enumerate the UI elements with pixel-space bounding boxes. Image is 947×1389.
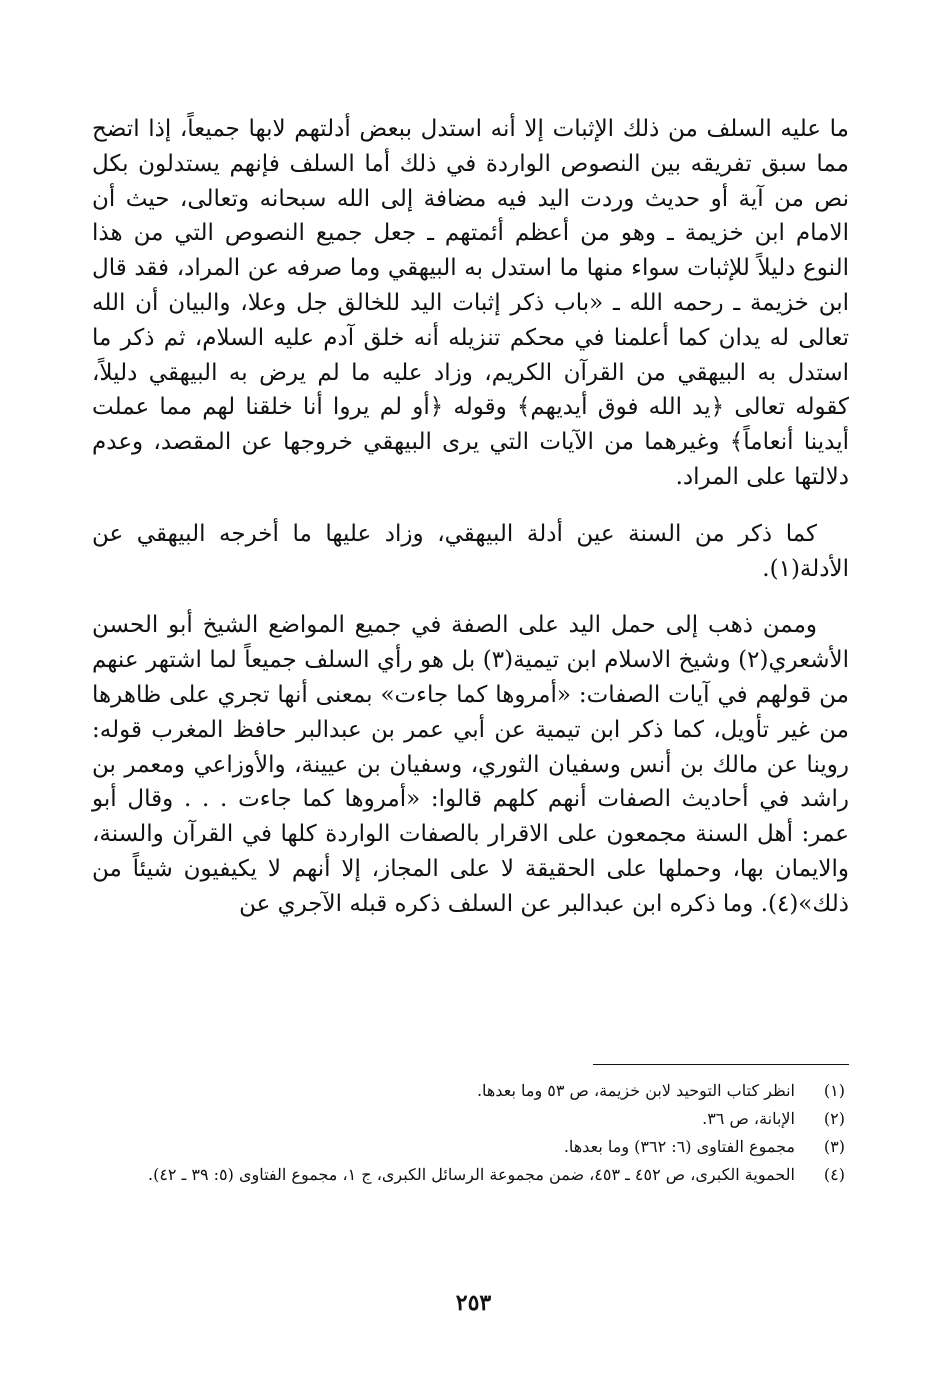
footnote-number: (١) xyxy=(823,1081,845,1100)
page-number: ٢٥٣ xyxy=(455,1290,492,1316)
paragraph-1: ما عليه السلف من ذلك الإثبات إلا أنه استدل ببعض أدلتهم لابها جميعاً، إذا اتضح مما سبق تفريقه بين النصوص الواردة في ذلك أما السلف فإنهم يستدلون بكل نص من آية أو حديث وردت اليد فيه مضافة إلى الله سبحانه وتعالى، حيث أن الامام ابن خزيمة ـ وهو من أعظم أئمتهم ـ جعل جميع النصوص التي من هذا النوع دليلاً للإثبات سواء منها ما استدل به البيهقي وما صرفه عن المراد، فقد قال ابن خزيمة ـ رحمه الله ـ «باب ذكر إثبات اليد للخالق جل وعلا، والبيان أن الله تعالى له يدان كما أعلمنا في محكم تنزيله أنه خلق آدم عليه السلام، ثم ذكر ما استدل به البيهقي من القرآن الكريم، وزاد عليه ما لم يرض به البيهقي دليلاً، كقوله تعالى ﴿يد الله فوق أيديهم﴾ وقوله ﴿أو لم يروا أنا خلقنا لهم مما عملت أيدينا أنعاماً﴾ وغيرهما من الآيات التي يرى البيهقي خروجها عن المقصد، وعدم دلالتها على المراد. xyxy=(92,116,849,490)
footnote-number: (٣) xyxy=(823,1137,845,1156)
footnote-3 xyxy=(92,1133,849,1161)
paragraph-3: وممن ذهب إلى حمل اليد على الصفة في جميع المواضع الشيخ أبو الحسن الأشعري(٢) وشيخ الاسلام ابن تيمية(٣) بل هو رأي السلف جميعاً لما اشتهر عنهم من قولهم في آيات الصفات: «أمروها كما جاءت» بمعنى أنها تجري على ظاهرها من غير تأويل، كما ذكر ابن تيمية عن أبي عمر بن عبدالبر حافظ المغرب قوله: روينا عن مالك بن أنس وسفيان الثوري، وسفيان بن عيينة، والأوزاعي ومعمر بن راشد في أحاديث الصفات أنهم كلهم قالوا: «أمروها كما جاءت . . . وقال أبو عمر: أهل السنة مجمعون على الاقرار بالصفات الواردة كلها في القرآن والسنة، والايمان بها، وحملها على الحقيقة لا على المجاز، إلا أنهم لا يكيفيون شيئاً من ذلك»(٤). وما ذكره ابن عبدالبر عن السلف ذكره قبله الآجري عن xyxy=(92,612,850,917)
footnote-text: مجموع الفتاوى (٦: ٣٦٢) وما بعدها. xyxy=(563,1137,795,1156)
footnote-text: الحموية الكبرى، ص ٤٥٢ ـ ٤٥٣، ضمن مجموعة الرسائل الكبرى، ج ١، مجموع الفتاوى (٥: ٣٩ ـ ٤٢). xyxy=(147,1165,795,1184)
footnote-divider xyxy=(593,1064,849,1065)
page-body xyxy=(92,112,849,922)
footnote-text: الإبانة، ص ٣٦. xyxy=(702,1109,795,1128)
footnote-list xyxy=(92,1077,849,1189)
footnote-2 xyxy=(92,1105,849,1133)
footnote-1 xyxy=(92,1077,849,1105)
footnote-number: (٢) xyxy=(823,1109,845,1128)
footnote-number: (٤) xyxy=(823,1165,845,1184)
footnotes xyxy=(92,1064,849,1189)
footnote-4 xyxy=(92,1161,849,1189)
footnote-text: انظر كتاب التوحيد لابن خزيمة، ص ٥٣ وما بعدها. xyxy=(476,1081,795,1100)
paragraph-2: كما ذكر من السنة عين أدلة البيهقي، وزاد عليها ما أخرجه البيهقي عن الأدلة(١). xyxy=(92,520,849,582)
